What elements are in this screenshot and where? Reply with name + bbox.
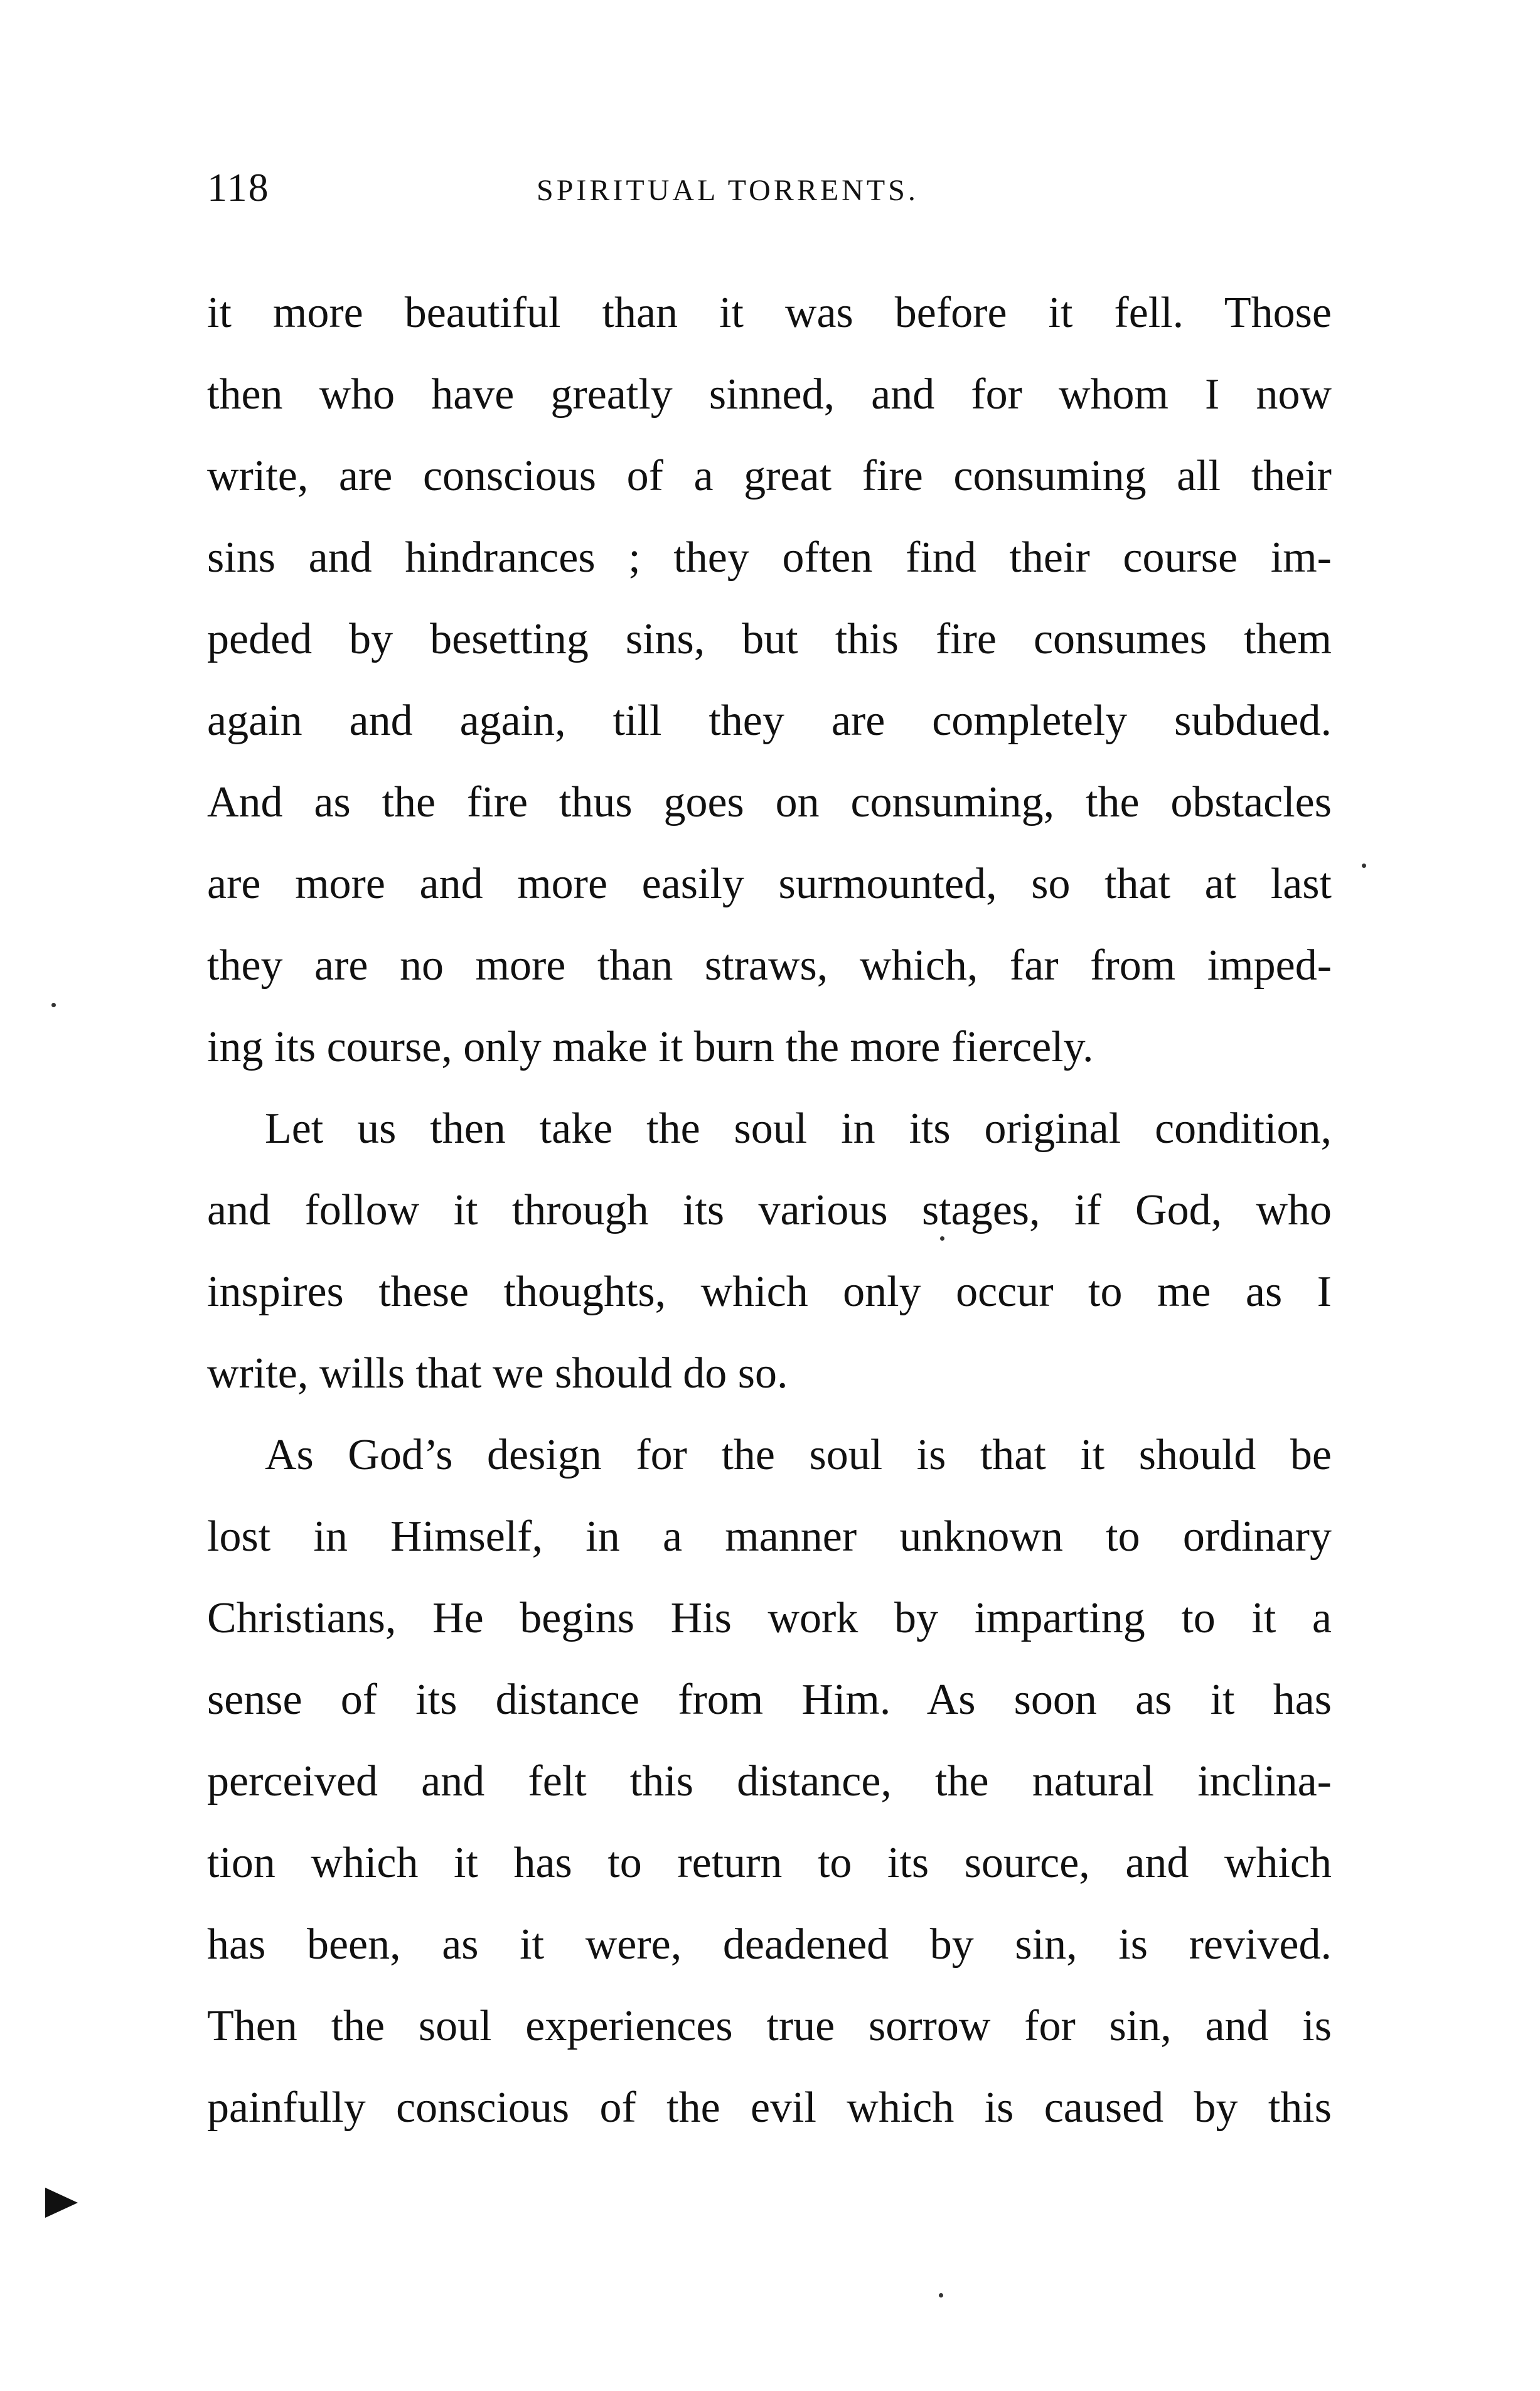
paragraph-first-line: Let us then take the soul in its original condition,	[265, 1105, 1332, 1153]
text-line: peded by besetting sins, but this fire consumes them	[207, 615, 1332, 663]
text-line: they are no more than straws, which, far from imped-	[207, 941, 1332, 990]
text-line: again and again, till they are completely subdued.	[207, 697, 1332, 745]
text-line: has been, as it were, deadened by sin, is revived.	[207, 1920, 1332, 1969]
text-line: lost in Himself, in a manner unknown to ordinary	[207, 1512, 1332, 1561]
text-line: are more and more easily surmounted, so that at last	[207, 860, 1332, 908]
print-speck	[51, 1003, 56, 1007]
text-line: And as the fire thus goes on consuming, the obstacles	[207, 778, 1332, 826]
text-line: write, are conscious of a great fire consuming all their	[207, 452, 1332, 500]
text-line: then who have greatly sinned, and for whom I now	[207, 370, 1332, 419]
text-line: inspires these thoughts, which only occur to me as I	[207, 1268, 1332, 1316]
paragraph-first-line: As God’s design for the soul is that it should be	[265, 1431, 1332, 1479]
body-text	[207, 272, 1332, 2149]
text-line: ing its course, only make it burn the more fiercely.	[207, 1023, 1094, 1071]
text-line: Christians, He begins His work by imparting to it a	[207, 1594, 1332, 1642]
page-header	[207, 164, 1330, 215]
text-line: Then the soul experiences true sorrow for sin, and is	[207, 2002, 1332, 2050]
page-turn-marker-icon	[45, 2188, 78, 2218]
text-line: sense of its distance from Him. As soon as it has	[207, 1676, 1332, 1724]
print-speck	[939, 2293, 943, 2297]
print-speck	[1362, 864, 1366, 868]
text-line: sins and hindrances ; they often find their course im-	[207, 533, 1332, 582]
text-line: tion which it has to return to its source, and which	[207, 1839, 1332, 1887]
text-line: painfully conscious of the evil which is caused by this	[207, 2083, 1332, 2132]
text-line: perceived and felt this distance, the natural inclina-	[207, 1757, 1332, 1805]
text-line: and follow it through its various stages, if God, who	[207, 1186, 1332, 1234]
running-title: SPIRITUAL TORRENTS.	[537, 174, 919, 207]
page-number: 118	[207, 165, 270, 210]
text-line: write, wills that we should do so.	[207, 1349, 788, 1398]
text-line: it more beautiful than it was before it fell. Those	[207, 289, 1332, 337]
print-speck	[940, 1236, 944, 1241]
